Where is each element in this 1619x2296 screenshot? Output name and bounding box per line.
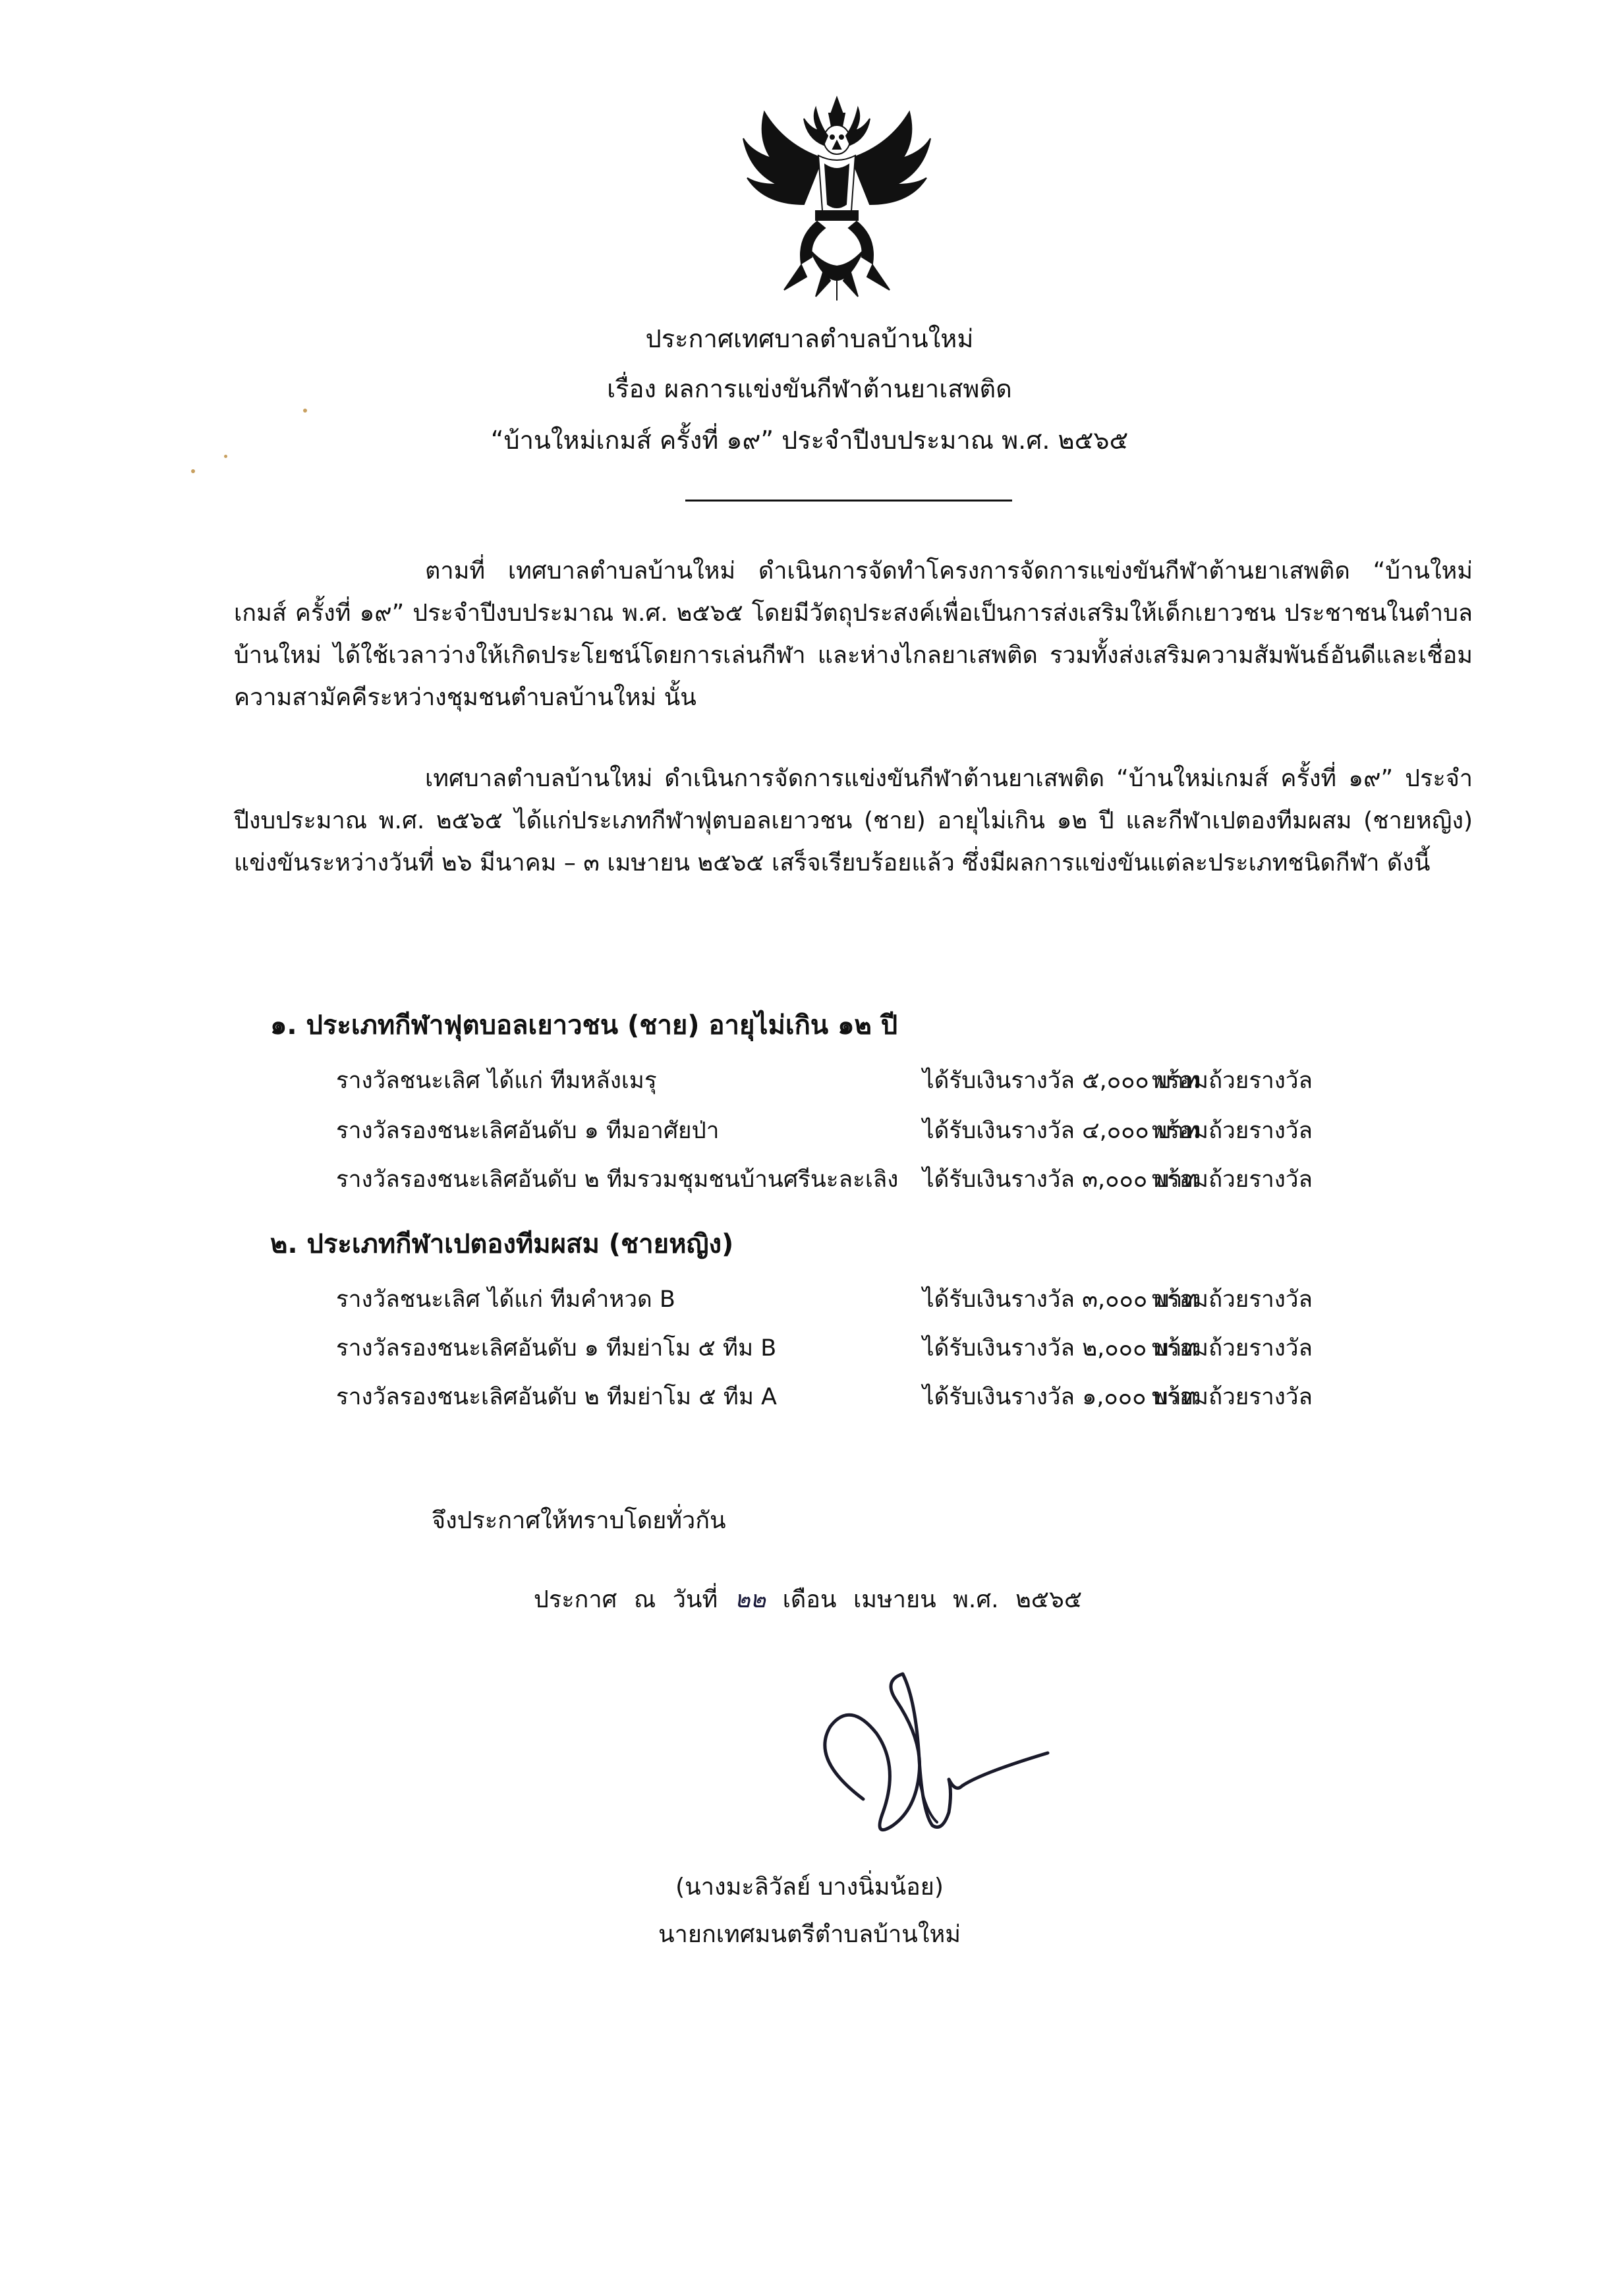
award-trophy: พร้อมถ้วยรางวัล (1152, 1118, 1313, 1144)
award-trophy: พร้อมถ้วยรางวัล (1152, 1166, 1313, 1193)
day-value: ๒๒ (734, 1586, 766, 1613)
award-name: รางวัลรองชนะเลิศอันดับ ๑ ทีมอาศัยป่า (336, 1118, 720, 1144)
award-row (336, 1062, 1476, 1099)
award-name: รางวัลชนะเลิศ ได้แก่ ทีมหลังเมรุ (336, 1068, 657, 1094)
era-label: พ.ศ. (953, 1586, 999, 1613)
award-name: รางวัลชนะเลิศ ได้แก่ ทีมคำหวด B (336, 1286, 675, 1313)
garuda-emblem (738, 92, 936, 303)
award-trophy: พร้อมถ้วยรางวัล (1152, 1286, 1313, 1313)
month-label: เดือน (782, 1586, 837, 1613)
signatory-position: นายกเทศมนตรีตำบลบ้านใหม่ (658, 1921, 961, 1948)
body-paragraph-2: เทศบาลตำบลบ้านใหม่ ดำเนินการจัดการแข่งขันกีฬาต้านยาเสพติด “บ้านใหม่เกมส์ ครั้งที่ ๑๙” ประจำปีงบประมาณ พ.ศ. ๒๕๖๕ ได้แก่ประเภทกีฬาฟุตบอลเยาวชน (ชาย) อายุไม่เกิน ๑๒ ปี และกีฬาเปตองทีมผสม (ชายหญิง) แข่งขันระหว่างวันที่ ๒๖ มีนาคม – ๓ เมษายน ๒๕๖๕ เสร็จเรียบร้อยแล้ว ซึ่งมีผลการแข่งขันแต่ละประเภทชนิดกีฬา ดังนี้ (234, 765, 1473, 876)
scan-speck (224, 455, 227, 458)
announcement-subject: เรื่อง ผลการแข่งขันกีฬาต้านยาเสพติด (607, 374, 1012, 403)
section-title-football: ๑. ประเภทกีฬาฟุตบอลเยาวชน (ชาย) อายุไม่เกิน ๑๒ ปี (270, 1010, 898, 1041)
award-name: รางวัลรองชนะเลิศอันดับ ๒ ทีมย่าโม ๕ ทีม A (336, 1384, 777, 1410)
award-name: รางวัลรองชนะเลิศอันดับ ๑ ทีมย่าโม ๕ ทีม B (336, 1335, 777, 1362)
award-row (336, 1112, 1476, 1149)
award-prize: ได้รับเงินรางวัล ๑,๐๐๐ บาท (923, 1384, 1197, 1410)
award-row (336, 1330, 1476, 1367)
month-value: เมษายน (853, 1586, 936, 1613)
award-prize: ได้รับเงินรางวัล ๕,๐๐๐ บาท (923, 1068, 1199, 1094)
announcement-issuer: ประกาศเทศบาลตำบลบ้านใหม่ (645, 324, 974, 353)
award-row (336, 1281, 1476, 1318)
year-value: ๒๕๖๕ (1015, 1586, 1083, 1613)
body-paragraph-1: ตามที่ เทศบาลตำบลบ้านใหม่ ดำเนินการจัดทำโครงการจัดการแข่งขันกีฬาต้านยาเสพติด “บ้านใหม่เกมส์ ครั้งที่ ๑๙” ประจำปีงบประมาณ พ.ศ. ๒๕๖๕ โดยมีวัตถุประสงค์เพื่อเป็นการส่งเสริมให้เด็กเยาวชน ประชาชนในตำบลบ้านใหม่ ได้ใช้เวลาว่างให้เกิดประโยชน์โดยการเล่นกีฬา และห่างไกลยาเสพติด รวมทั้งส่งเสริมความสัมพันธ์อันดีและเชื่อมความสามัคคีระหว่างชุมชนตำบลบ้านใหม่ นั้น (234, 558, 1473, 711)
award-name: รางวัลรองชนะเลิศอันดับ ๒ ทีมรวมชุมชนบ้านศรีนะละเลิง (336, 1166, 899, 1193)
scan-speck (303, 409, 307, 413)
scan-speck (191, 469, 195, 473)
day-label: วันที่ (672, 1586, 718, 1613)
award-trophy: พร้อมถ้วยรางวัล (1152, 1335, 1313, 1362)
award-prize: ได้รับเงินรางวัล ๒,๐๐๐ บาท (923, 1335, 1197, 1362)
award-row (336, 1379, 1476, 1416)
closing-statement: จึงประกาศให้ทราบโดยทั่วกัน (432, 1507, 726, 1534)
award-trophy: พร้อมถ้วยรางวัล (1152, 1384, 1313, 1410)
handwritten-signature (784, 1661, 1061, 1852)
signatory-name: (นางมะลิวัลย์ บางนิ่มน้อย) (675, 1874, 944, 1901)
award-prize: ได้รับเงินรางวัล ๓,๐๐๐ บาท (923, 1286, 1198, 1313)
announcement-event: “บ้านใหม่เกมส์ ครั้งที่ ๑๙” ประจำปีงบประมาณ พ.ศ. ๒๕๖๕ (490, 426, 1129, 455)
award-trophy: พร้อมถ้วยรางวัล (1152, 1068, 1313, 1094)
award-prize: ได้รับเงินรางวัล ๔,๐๐๐ บาท (923, 1118, 1199, 1144)
announcement-date (534, 1582, 1082, 1619)
announced-at-label: ประกาศ ณ (534, 1586, 656, 1613)
section-title-petanque: ๒. ประเภทกีฬาเปตองทีมผสม (ชายหญิง) (270, 1229, 734, 1259)
award-prize: ได้รับเงินรางวัล ๓,๐๐๐ บาท (923, 1166, 1198, 1193)
header-divider (685, 500, 1012, 502)
award-row (336, 1161, 1476, 1198)
